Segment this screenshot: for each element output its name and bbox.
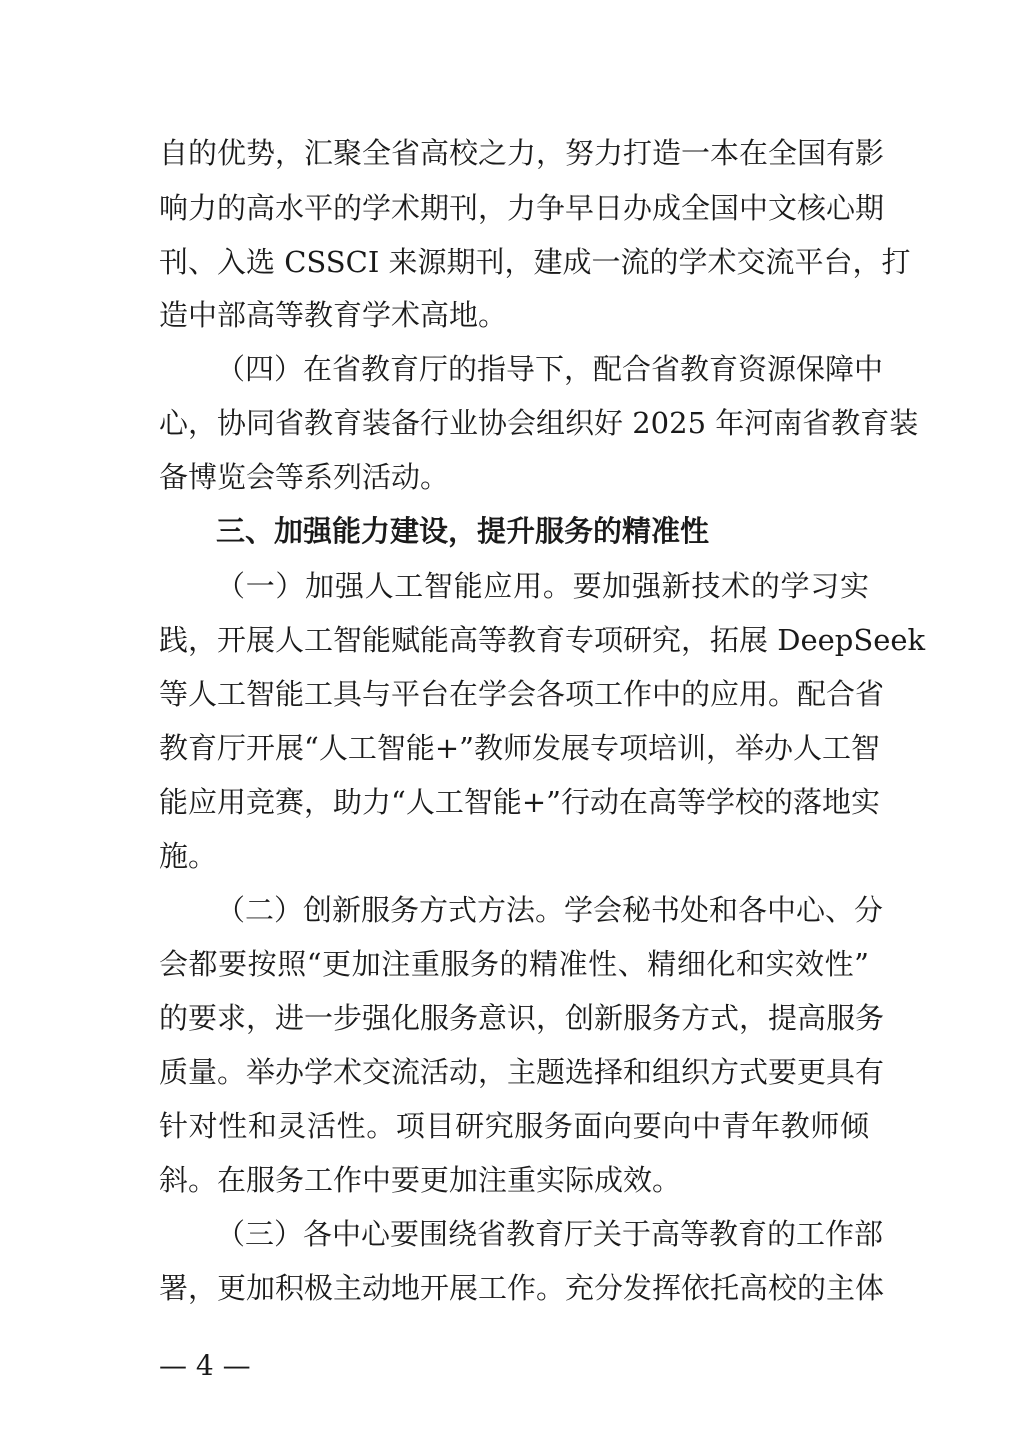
body-text-line: 刊、入选 CSSCI 来源期刊，建成一流的学术交流平台，打 bbox=[159, 245, 911, 279]
paragraph-start-line: （三）各中心要围绕省教育厅关于高等教育的工作部 bbox=[216, 1217, 884, 1251]
body-text-line: 造中部高等教育学术高地。 bbox=[159, 298, 508, 332]
body-text-line: 能应用竞赛，助力“人工智能+”行动在高等学校的落地实 bbox=[159, 785, 880, 819]
body-text-line: 会都要按照“更加注重服务的精准性、精细化和实效性” bbox=[159, 947, 869, 981]
body-text-line: 践，开展人工智能赋能高等教育专项研究，拓展 DeepSeek bbox=[159, 623, 926, 657]
body-text-line: 自的优势，汇聚全省高校之力，努力打造一本在全国有影 bbox=[159, 136, 885, 170]
paragraph-start-line: （一）加强人工智能应用。要加强新技术的学习实 bbox=[216, 569, 869, 603]
paragraph-start-line: （二）创新服务方式方法。学会秘书处和各中心、分 bbox=[216, 893, 884, 927]
section-heading: 三、加强能力建设，提升服务的精准性 bbox=[216, 514, 710, 548]
body-text-line: 署，更加积极主动地开展工作。充分发挥依托高校的主体 bbox=[159, 1271, 885, 1305]
body-text-line: 的要求，进一步强化服务意识，创新服务方式，提高服务 bbox=[159, 1001, 885, 1035]
body-text-line: 备博览会等系列活动。 bbox=[159, 460, 450, 494]
body-text-line: 针对性和灵活性。项目研究服务面向要向中青年教师倾 bbox=[159, 1109, 869, 1143]
body-text-line: 教育厅开展“人工智能+”教师发展专项培训，举办人工智 bbox=[159, 731, 880, 765]
page-number: — 4 — bbox=[159, 1349, 251, 1382]
body-text-line: 质量。举办学术交流活动，主题选择和组织方式要更具有 bbox=[159, 1055, 885, 1089]
body-text-line: 响力的高水平的学术期刊，力争早日办成全国中文核心期 bbox=[159, 191, 885, 225]
paragraph-start-line: （四）在省教育厅的指导下，配合省教育资源保障中 bbox=[216, 352, 884, 386]
body-text-line: 心，协同省教育装备行业协会组织好 2025 年河南省教育装 bbox=[159, 406, 919, 440]
body-text-line: 斜。在服务工作中要更加注重实际成效。 bbox=[159, 1163, 682, 1197]
body-text-line: 施。 bbox=[159, 839, 218, 873]
body-text-line: 等人工智能工具与平台在学会各项工作中的应用。配合省 bbox=[159, 677, 885, 711]
